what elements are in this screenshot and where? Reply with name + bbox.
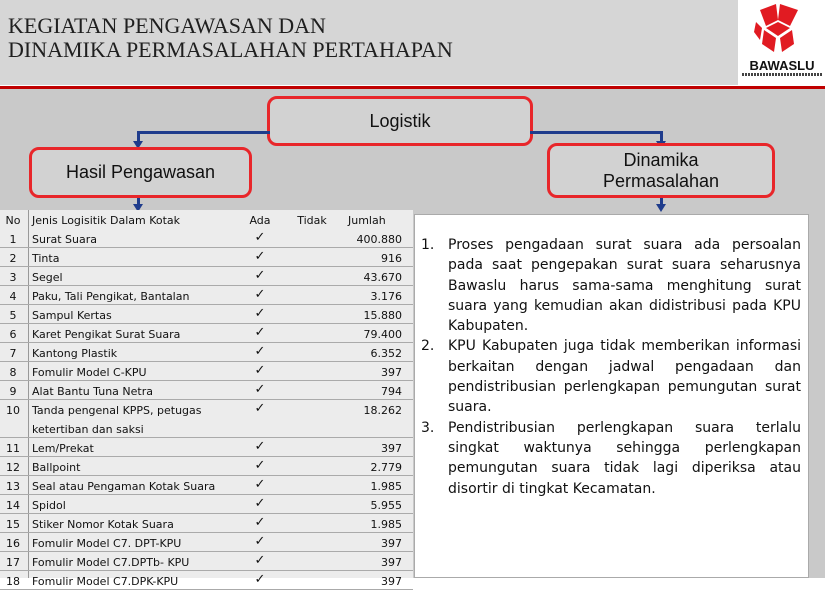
item-quantity: 15.880 xyxy=(363,309,402,322)
table-row xyxy=(0,476,413,495)
row-number: 16 xyxy=(6,537,20,550)
arrow-down-icon xyxy=(656,204,666,212)
logistic-item-name: Karet Pengikat Surat Suara xyxy=(32,328,181,341)
check-icon: ✓ xyxy=(254,439,266,454)
item-quantity: 43.670 xyxy=(363,271,402,284)
logistic-item-name: Stiker Nomor Kotak Suara xyxy=(32,518,174,531)
table-row xyxy=(0,267,413,286)
row-number: 7 xyxy=(9,347,17,360)
logistic-item-name: Fomulir Model C7. DPT-KPU xyxy=(32,537,182,550)
table-row xyxy=(0,343,413,362)
page-title xyxy=(8,14,728,62)
title-banner xyxy=(0,0,738,85)
issue-text: Pendistribusian perlengkapan suara terlalu singkat waktunya sehingga perlengkapan pemungutan suara tidak lagi diperiksa atau disortir di tingkat Kecamatan. xyxy=(448,419,801,497)
hasil-pengawasan-label: Hasil Pengawasan xyxy=(65,162,216,182)
logistic-item-name: Segel xyxy=(32,271,63,284)
logistic-item-name: Fomulir Model C7.DPTb- KPU xyxy=(32,556,190,569)
logistic-item-name: Fomulir Model C7.DPK-KPU xyxy=(32,575,179,588)
row-number: 17 xyxy=(6,556,20,569)
hasil-pengawasan-box xyxy=(29,147,252,198)
check-icon: ✓ xyxy=(254,344,266,359)
item-quantity: 397 xyxy=(381,366,402,379)
row-number: 13 xyxy=(6,480,20,493)
check-icon: ✓ xyxy=(254,363,266,378)
item-quantity: 1.985 xyxy=(370,518,402,531)
bawaslu-logo xyxy=(738,0,825,85)
table-row xyxy=(0,571,413,590)
dinamika-label-line-1: Dinamika xyxy=(623,149,699,170)
item-quantity: 1.985 xyxy=(370,480,402,493)
item-quantity: 6.352 xyxy=(370,347,402,360)
table-row xyxy=(0,400,413,438)
logistik-box xyxy=(267,96,533,146)
logistics-table xyxy=(0,210,413,588)
page-title-line-1: KEGIATAN PENGAWASAN DAN xyxy=(8,13,326,38)
item-quantity: 5.955 xyxy=(370,499,402,512)
check-icon: ✓ xyxy=(254,458,266,473)
dinamika-permasalahan-label xyxy=(603,150,719,192)
header-ada: Ada xyxy=(249,214,271,227)
item-quantity: 2.779 xyxy=(370,461,402,474)
item-quantity: 794 xyxy=(381,385,402,398)
issue-text: KPU Kabupaten juga tidak memberikan informasi berkaitan dengan jadwal pengadaan dan pendistribusian perlengkapan pemungutan surat suara. xyxy=(448,338,801,416)
item-quantity: 79.400 xyxy=(363,328,402,341)
issues-panel xyxy=(414,214,809,578)
check-icon: ✓ xyxy=(254,249,266,264)
logistic-item-name: Alat Bantu Tuna Netra xyxy=(32,385,153,398)
table-row xyxy=(0,457,413,476)
check-icon: ✓ xyxy=(254,496,266,511)
table-row xyxy=(0,381,413,400)
issue-item xyxy=(421,235,801,336)
check-icon: ✓ xyxy=(254,325,266,340)
table-row xyxy=(0,533,413,552)
check-icon: ✓ xyxy=(254,287,266,302)
item-quantity: 397 xyxy=(381,442,402,455)
check-icon: ✓ xyxy=(254,534,266,549)
check-icon: ✓ xyxy=(254,401,266,416)
issue-item xyxy=(421,336,801,417)
check-icon: ✓ xyxy=(254,382,266,397)
row-number: 14 xyxy=(6,499,20,512)
table-row xyxy=(0,438,413,457)
issues-list xyxy=(421,235,801,499)
item-quantity: 916 xyxy=(381,252,402,265)
logo-tagline xyxy=(742,73,822,76)
logistic-item-name: Spidol xyxy=(32,499,66,512)
header-jenis: Jenis Logisitik Dalam Kotak xyxy=(32,214,181,227)
item-quantity: 397 xyxy=(381,575,402,588)
item-quantity: 3.176 xyxy=(370,290,402,303)
connector-line xyxy=(530,131,663,134)
row-number: 9 xyxy=(9,385,17,398)
dinamika-permasalahan-box xyxy=(547,143,775,198)
check-icon: ✓ xyxy=(254,306,266,321)
issue-item xyxy=(421,418,801,499)
table-row xyxy=(0,324,413,343)
logistic-item-name: Tanda pengenal KPPS, petugas xyxy=(32,404,202,417)
table-row xyxy=(0,305,413,324)
logo-text: BAWASLU xyxy=(749,58,815,73)
row-number: 12 xyxy=(6,461,20,474)
logistik-label: Logistik xyxy=(369,110,431,131)
table-row xyxy=(0,514,413,533)
table-row xyxy=(0,495,413,514)
check-icon: ✓ xyxy=(254,477,266,492)
check-icon: ✓ xyxy=(254,553,266,568)
row-number: 2 xyxy=(9,252,17,265)
table-header xyxy=(0,210,413,229)
header-tidak: Tidak xyxy=(297,214,327,227)
page-title-line-2: DINAMIKA PERMASALAHAN PERTAHAPAN xyxy=(8,37,453,62)
connector-line xyxy=(137,131,270,134)
check-icon: ✓ xyxy=(254,230,266,245)
logistic-item-name-cont: ketertiban dan saksi xyxy=(32,423,144,436)
table-row xyxy=(0,248,413,267)
logistic-item-name: Paku, Tali Pengikat, Bantalan xyxy=(32,290,190,303)
row-number: 11 xyxy=(6,442,20,455)
logistic-item-name: Seal atau Pengaman Kotak Suara xyxy=(32,480,216,493)
bawaslu-emblem-icon xyxy=(738,0,825,60)
table-row xyxy=(0,229,413,248)
logistic-item-name: Tinta xyxy=(32,252,60,265)
issue-text: Proses pengadaan surat suara ada persoalan pada saat pengepakan surat suara seharusnya Bawaslu harus sama-sama menghitung surat suara yang kemudian akan didistribusi pada KPU Kabupaten. xyxy=(448,237,801,335)
logistic-item-name: Kantong Plastik xyxy=(32,347,118,360)
issue-number: 1. xyxy=(421,237,435,253)
logistic-item-name: Surat Suara xyxy=(32,233,97,246)
item-quantity: 397 xyxy=(381,537,402,550)
row-number: 5 xyxy=(9,309,17,322)
table-row xyxy=(0,362,413,381)
row-number: 18 xyxy=(6,575,20,588)
row-number: 1 xyxy=(9,233,17,246)
check-icon: ✓ xyxy=(254,515,266,530)
dinamika-label-line-2: Permasalahan xyxy=(602,170,720,191)
row-number: 4 xyxy=(9,290,17,303)
logistic-item-name: Sampul Kertas xyxy=(32,309,112,322)
header-jumlah: Jumlah xyxy=(348,214,386,227)
table-row xyxy=(0,286,413,305)
item-quantity: 397 xyxy=(381,556,402,569)
row-number: 6 xyxy=(9,328,17,341)
row-number: 3 xyxy=(9,271,17,284)
row-number: 15 xyxy=(6,518,20,531)
row-number: 10 xyxy=(6,404,20,417)
logistic-item-name: Fomulir Model C-KPU xyxy=(32,366,147,379)
logistic-item-name: Lem/Prekat xyxy=(32,442,94,455)
item-quantity: 400.880 xyxy=(356,233,402,246)
issue-number: 2. xyxy=(421,338,435,355)
table-row xyxy=(0,552,413,571)
issue-number: 3. xyxy=(421,419,435,436)
check-icon: ✓ xyxy=(254,268,266,283)
item-quantity: 18.262 xyxy=(363,404,402,417)
header-no: No xyxy=(5,214,21,227)
check-icon: ✓ xyxy=(254,572,266,587)
logistic-item-name: Ballpoint xyxy=(32,461,81,474)
row-number: 8 xyxy=(9,366,17,379)
